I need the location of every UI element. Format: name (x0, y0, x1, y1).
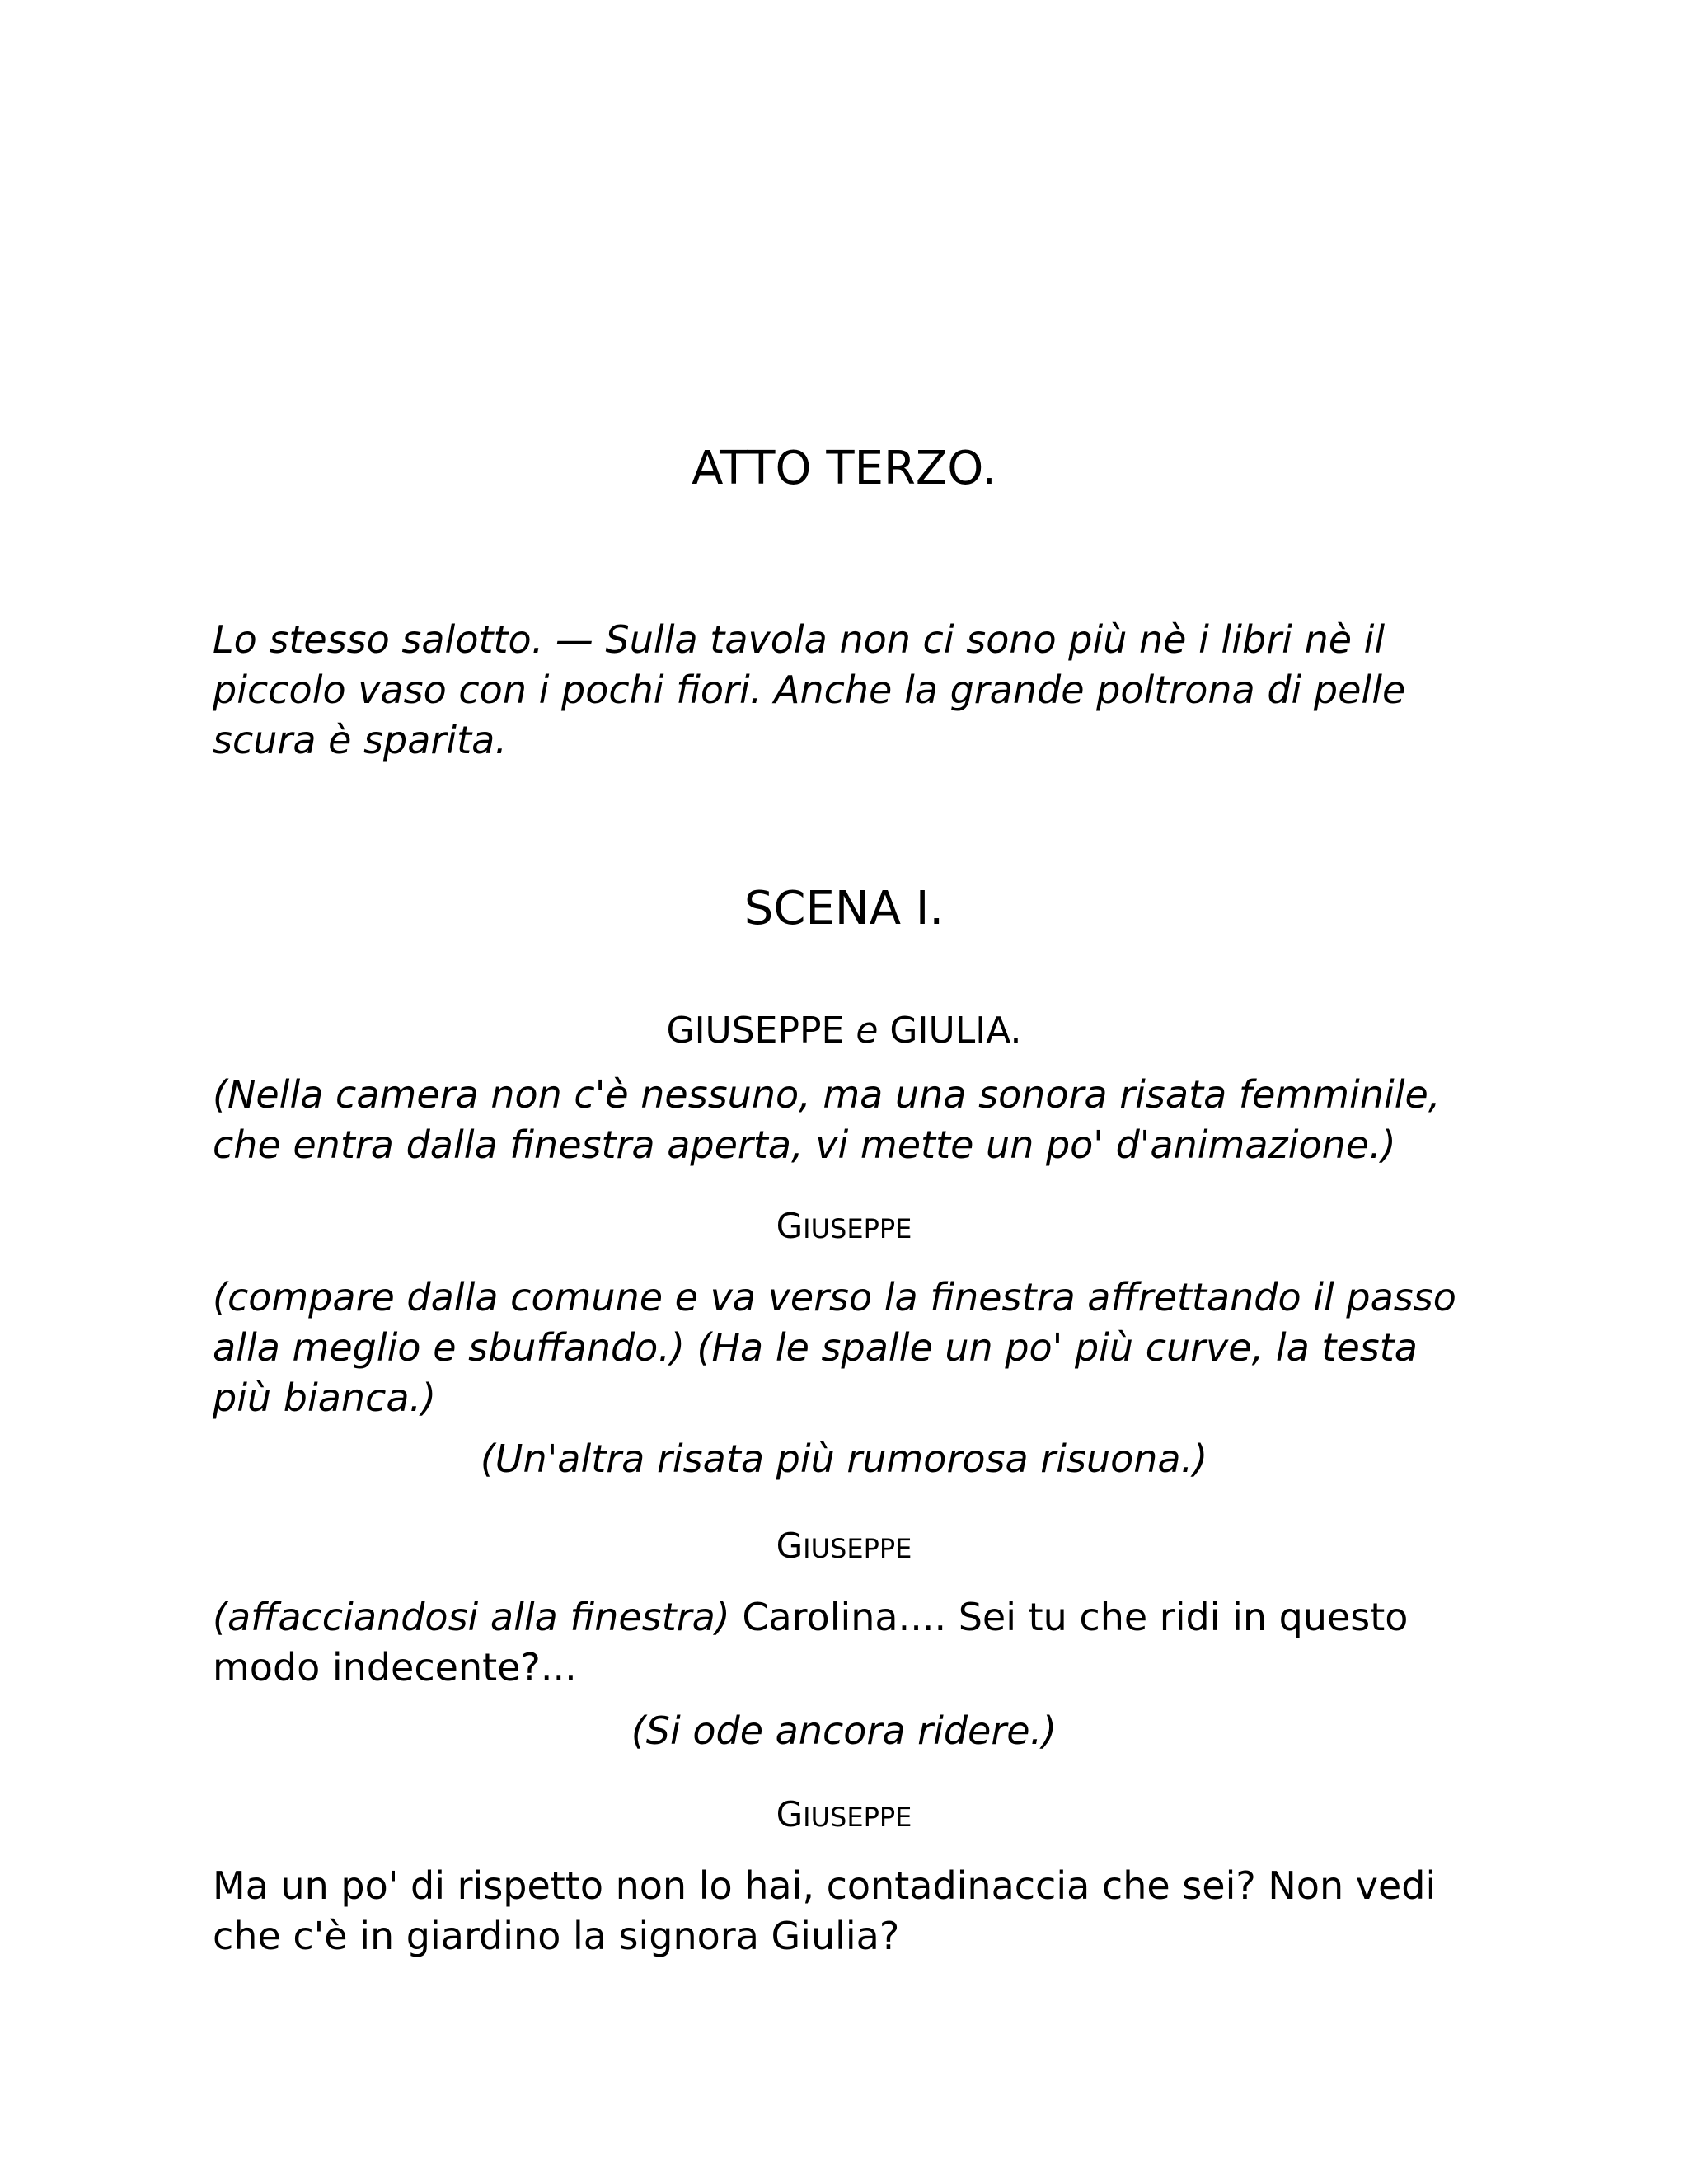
speaker-initial: G (776, 1206, 804, 1246)
stage-direction-text: (Nella camera non c'è nessuno, ma una sonora risata femminile, che entra dalla finestra aperta, vi mette un po' d'animazione.) (213, 1072, 1441, 1167)
character-name: GIUSEPPE (666, 1010, 845, 1052)
stage-direction (213, 1272, 1482, 1423)
speech-text: Carolina.... Sei tu che ridi in questo modo indecente?... (213, 1595, 1409, 1690)
character-name: GIULIA. (889, 1010, 1022, 1052)
scene-title: SCENA I. (743, 882, 945, 935)
dialogue-line (213, 1861, 1482, 1961)
act-title: ATTO TERZO. (692, 442, 996, 495)
speaker-initial: G (776, 1526, 804, 1566)
speaker-rest: IUSEPPE (803, 1802, 912, 1833)
character-conjunction: e (856, 1010, 879, 1052)
speaker-label (0, 1203, 1688, 1252)
speaker-rest: IUSEPPE (803, 1533, 912, 1564)
speaker-label (0, 1523, 1688, 1572)
dialogue-text: Ma un po' di rispetto non lo hai, contadinaccia che sei? Non vedi che c'è in giardino la signora Giulia? (213, 1863, 1437, 1958)
dialogue-line (213, 1592, 1482, 1693)
setting-description (213, 615, 1482, 766)
scene-characters (0, 1007, 1688, 1055)
stage-direction-text: (compare dalla comune e va verso la finestra affrettando il passo alla meglio e sbuffando.) (Ha le spalle un po' più curve, la testa più bianca.) (213, 1275, 1456, 1420)
stage-direction-centered: (Un'altra risata più rumorosa risuona.) (480, 1436, 1208, 1481)
speaker-rest: IUSEPPE (803, 1213, 912, 1244)
setting-text: Lo stesso salotto. — Sulla tavola non ci sono più nè i libri nè il piccolo vaso con i pochi fiori. Anche la grande poltrona di pelle scura è sparita. (213, 617, 1406, 762)
speaker-label (0, 1792, 1688, 1840)
stage-direction-centered: (Si ode ancora ridere.) (631, 1708, 1057, 1753)
speaker-initial: G (776, 1794, 804, 1835)
inline-direction: (affacciandosi alla finestra) (213, 1595, 730, 1639)
stage-direction (213, 1070, 1482, 1170)
dialogue-text (213, 1592, 1482, 1693)
